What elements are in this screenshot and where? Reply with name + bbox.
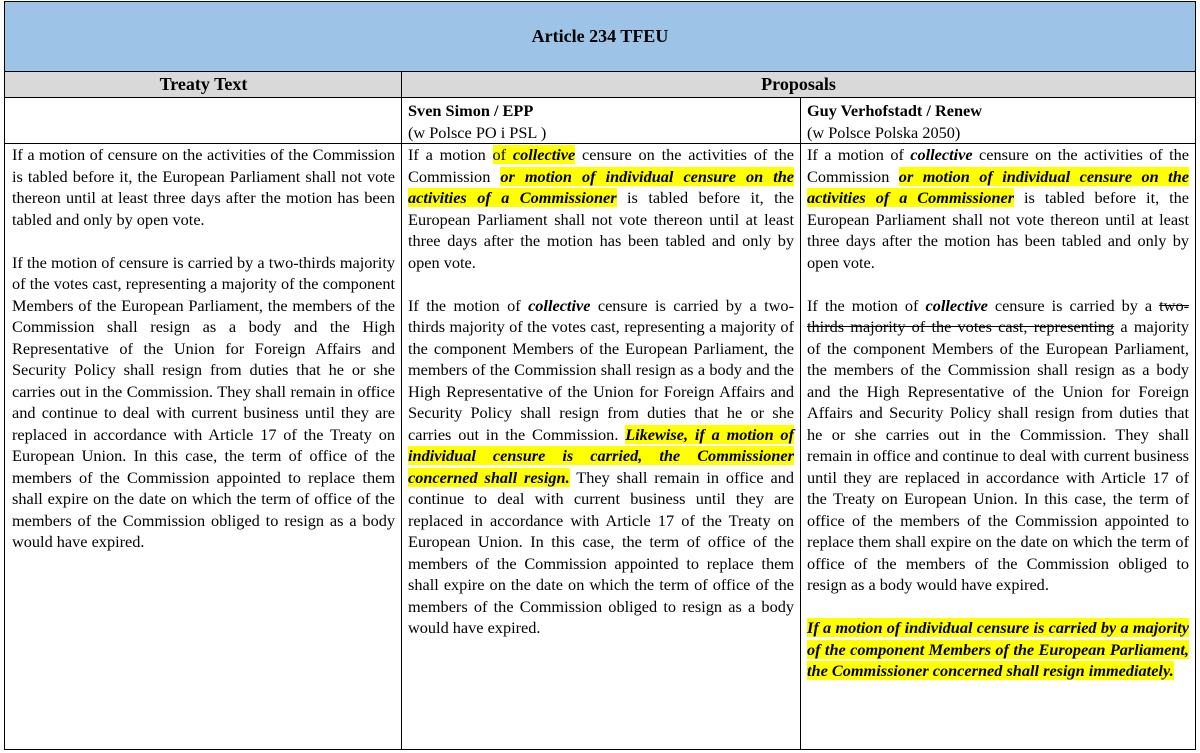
verhofstadt-proposal-cell: [801, 144, 1195, 682]
proposer-simon: [402, 100, 800, 143]
proposer-verhofstadt-sub: (w Polsce Polska 2050): [807, 122, 961, 142]
amendment-highlight: If a motion of individual censure is carried by a majority of the component Members of the European Parliament, the Commissioner concerned shall resign immediately.: [807, 618, 1189, 680]
amendment-highlight: or motion of individual censure on the activities of a Commissioner: [807, 166, 1189, 207]
comparison-table: [4, 1, 1196, 750]
amendment-highlight: collective: [512, 145, 576, 164]
proposer-verhofstadt: [801, 100, 1195, 143]
deleted-text: two-thirds majority of the votes cast, representing: [807, 295, 1189, 336]
amendment-highlight: or motion of individual censure on the activities of a Commissioner: [408, 166, 794, 207]
header-proposals: Proposals: [402, 72, 1195, 98]
treaty-paragraph-2: If the motion of censure is carried by a two-thirds majority of the votes cast, representing a majority of the component Members of the European Parliament, the members of the Commission shall resign as a body and the High Representative of the Union for Foreign Affairs and Security Policy shall resign from duties that he or she carries out in the Commission. They shall remain in office and continue to deal with current business until they are replaced in accordance with Article 17 of the Treaty on European Union. In this case, the term of office of the members of the Commission appointed to replace them shall expire on the date on which the term of office of the members of the Commission obliged to resign as a body would have expired.: [12, 252, 395, 551]
table-title: Article 234 TFEU: [5, 2, 1195, 72]
proposer-simon-sub: (w Polsce PO i PSL ): [408, 122, 547, 142]
amendment-highlight: Likewise, if a motion of individual censure is carried, the Commissioner concerned shall resign.: [408, 424, 794, 487]
proposer-simon-name: Sven Simon / EPP: [408, 101, 534, 120]
verhofstadt-paragraph-2: If the motion of collective censure is carried by a two-thirds majority of the votes cast, representing a majority of the component Members of the European Parliament, the members of the Commission shall resign as a body and the High Representative of the Union for Foreign Affairs and Security Policy shall resign from duties that he or she carries out in the Commission. They shall remain in office and continue to deal with current business until they are replaced in accordance with Article 17 of the Treaty on European Union. In this case, the term of office of the members of the Commission appointed to replace them shall expire on the date on which the term of office of the members of the Commission obliged to resign as a body would have expired.: [807, 295, 1189, 594]
verhofstadt-paragraph-1: If a motion of collective censure on the activities of the Commission or motion of individual censure on the activities of a Commissioner is tabled before it, the European Parliament shall not vote thereon until at least three days after the motion has been tabled and only by open vote.: [807, 145, 1189, 272]
simon-paragraph-1: If a motion of collective censure on the activities of the Commission or motion of individual censure on the activities of a Commissioner is tabled before it, the European Parliament shall not vote thereon until at least three days after the motion has been tabled and only by open vote.: [408, 145, 794, 272]
verhofstadt-paragraph-3: [807, 617, 1189, 682]
simon-paragraph-2: If the motion of collective censure is carried by a two-thirds majority of the votes cast, representing a majority of the component Members of the European Parliament, the members of the Commission shall resign as a body and the High Representative of the Union for Foreign Affairs and Security Policy shall resign from duties that he or she carries out in the Commission. Likewise, if a motion of individual censure is carried, the Commissioner concerned shall resign. They shall remain in office and continue to deal with current business until they are replaced in accordance with Article 17 of the Treaty on European Union. In this case, the term of office of the members of the Commission appointed to replace them shall expire on the date on which the term of office of the members of the Commission obliged to resign as a body would have expired.: [408, 295, 794, 637]
amendment-emphasis: collective: [910, 145, 973, 164]
amendment-highlight: of: [492, 145, 513, 164]
header-treaty-text: Treaty Text: [5, 72, 402, 98]
treaty-paragraph-1: If a motion of censure on the activities of the Commission is tabled before it, the European Parliament shall not vote thereon until at least three days after the motion has been tabled and only by open vote.: [12, 145, 395, 229]
amendment-emphasis: collective: [528, 295, 591, 315]
proposer-verhofstadt-name: Guy Verhofstadt / Renew: [807, 101, 983, 120]
treaty-text-cell: [6, 144, 401, 553]
amendment-emphasis: collective: [925, 295, 988, 315]
simon-proposal-cell: [402, 144, 800, 639]
